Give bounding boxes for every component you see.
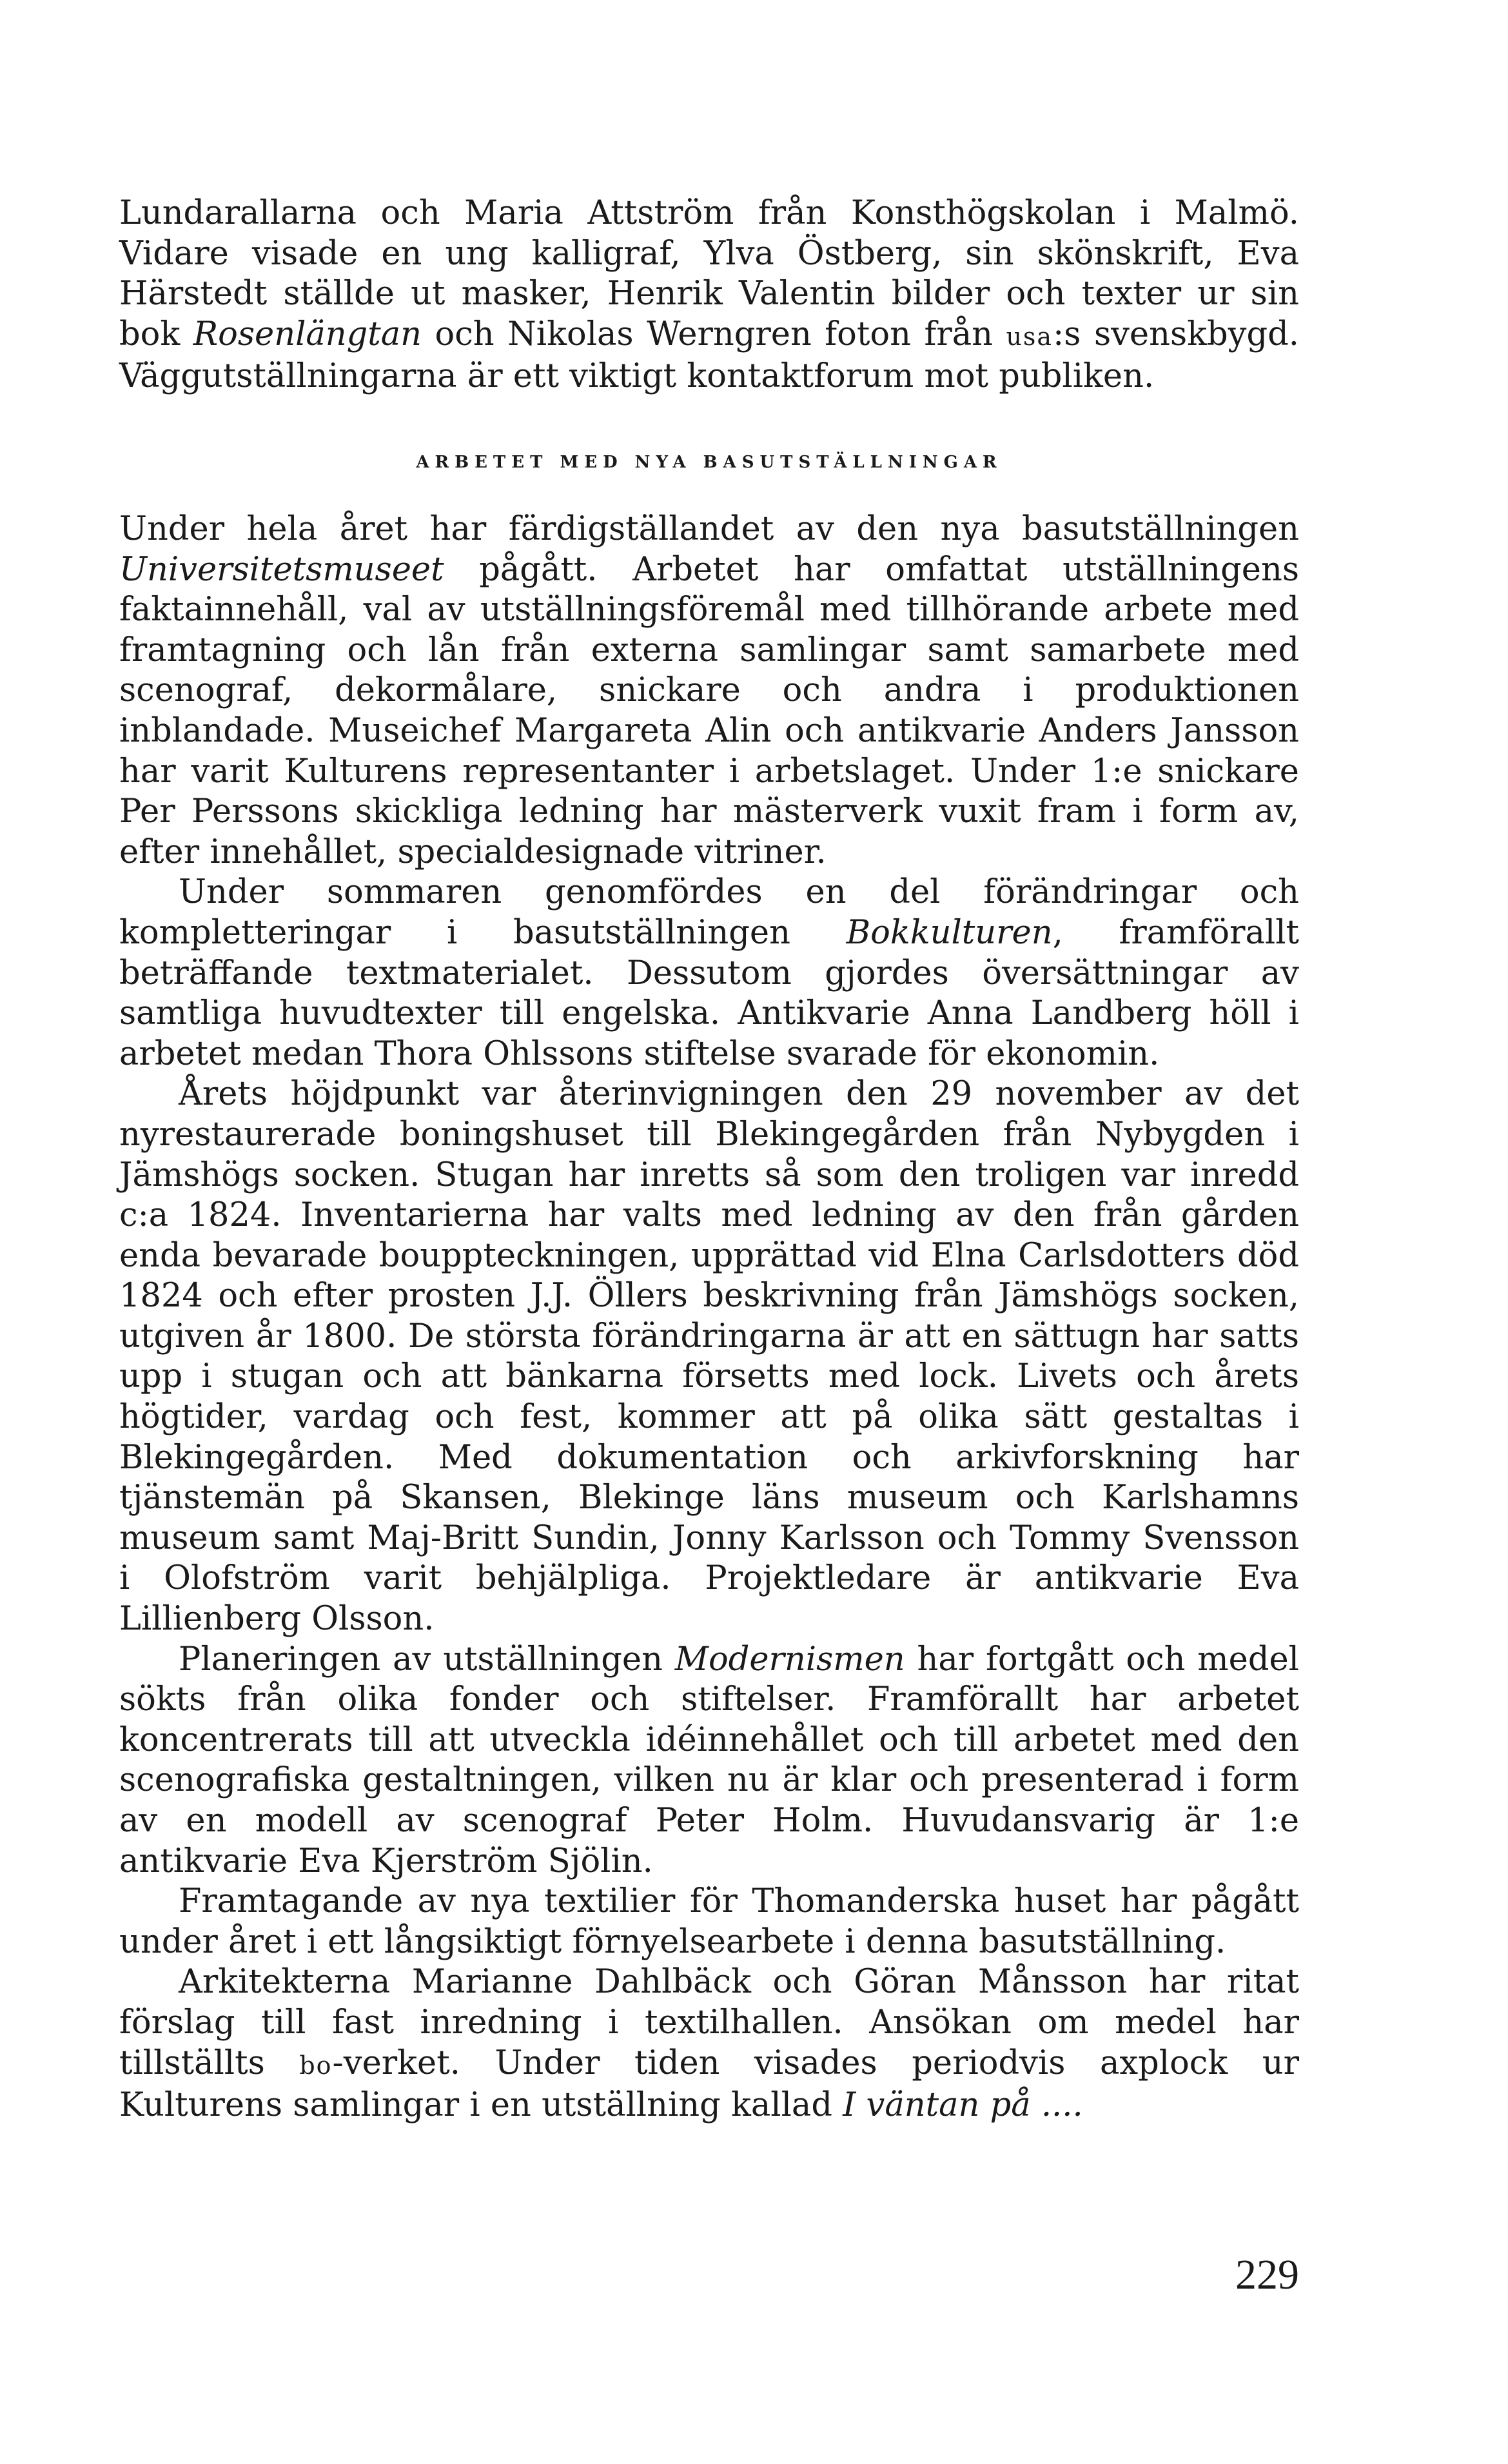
text-run: Planeringen av utställningen [179, 1640, 675, 1679]
text-run: Under hela året har färdigställandet av den nya basutställningen [119, 510, 1299, 548]
text-run: Arkitekterna Marianne Dahlbäck och Göran Månsson har ritat förslag till fast inredning i textilhallen. Ansökan om medel har tillställts [119, 1963, 1299, 2082]
abbreviation: bo [299, 2051, 333, 2080]
paragraph-bokkulturen [119, 872, 1299, 1074]
text-run: :s svenskbygd. Väggutställningarna är ett viktigt kontaktforum mot publiken. [119, 315, 1300, 396]
text-run: , framförallt beträffande textmaterialet. Dessutom gjordes översättningar av samtliga huvudtexter till engelska. Antikvarie Anna Landberg höll i arbetet medan Thora Ohlssons stiftelse svarade för ekonomin. [119, 913, 1299, 1073]
paragraph-modernismen [119, 1640, 1299, 1882]
exhibition-title: Bokkulturen [846, 913, 1053, 952]
document-page [119, 0, 1299, 2464]
paragraph-blekingegarden: Årets höjdpunkt var återinvigningen den 29 november av det nyrestaurerade boningshuset till Blekingegården från Nybygden i Jämshögs socken. Stugan har inretts så som den troligen var inredd c:a 1824. Inventarierna har valts med ledning av den från gården enda bevarade bouppteckningen, upprättad vid Elna Carlsdotters död 1824 och efter prosten J.J. Öllers beskrivning från Jämshögs socken, utgiven år 1800. De största förändringarna är att en sättugn har satts upp i stugan och att bänkarna försetts med lock. Livets och årets högtider, vardag och fest, kommer att på olika sätt gestaltas i Blekingegården. Med dokumentation och arkivforskning har tjänstemän på Skansen, Blekinge läns museum och Karlshamns museum samt Maj-Britt Sundin, Jonny Karlsson och Tommy Svensson i Olofström varit behjälpliga. Projektledare är antikvarie Eva Lillienberg Olsson. [119, 1075, 1299, 1639]
exhibition-title: Universitetsmuseet [119, 550, 444, 589]
book-title: Rosenlängtan [193, 315, 422, 353]
page-number: 229 [1235, 2251, 1299, 2298]
paragraph-thomanderska: Framtagande av nya textilier för Thomanderska huset har pågått under året i ett långsiktigt förnyelsearbete i denna basutställning. [119, 1882, 1299, 1961]
text-run: -verket. Under tiden visades periodvis axplock ur Kulturens samlingar i en utställning kallad [119, 2044, 1299, 2125]
text-run: Under sommaren genomfördes en del förändringar och kompletteringar i basutställningen [119, 873, 1299, 952]
intro-text [119, 193, 1299, 397]
paragraph-universitetsmuseet [119, 509, 1299, 872]
intro-paragraph [119, 193, 1299, 397]
exhibition-title: I väntan på .... [843, 2086, 1083, 2125]
section-heading: ARBETET MED NYA BASUTSTÄLLNINGAR [416, 453, 1003, 472]
exhibition-title: Modernismen [674, 1640, 905, 1679]
text-run: pågått. Arbetet har omfattat utställningens faktainnehåll, val av utställningsföremål med tillhörande arbete med framtagning och lån från externa samlingar samt samarbete med scenograf, dekormålare, snickare och andra i produktionen inblandade. Museichef Margareta Alin och antikvarie Anders Jansson har varit Kulturens representanter i arbetslaget. Under 1:e snickare Per Perssons skickliga ledning har mästerverk vuxit fram i form av, efter innehållet, specialdesignade vitriner. [119, 550, 1299, 871]
abbreviation: usa [1006, 322, 1053, 351]
paragraph-textilhallen [119, 1962, 1299, 2125]
text-run: har fortgått och medel sökts från olika fonder och stiftelser. Framförallt har arbetet koncentrerats till att utveckla idéinnehållet och till arbetet med den scenografiska gestaltningen, vilken nu är klar och presenterad i form av en modell av scenograf Peter Holm. Huvudansvarig är 1:e antikvarie Eva Kjerström Sjölin. [119, 1640, 1299, 1880]
section-body [119, 509, 1299, 2126]
text-run: och Nikolas Werngren foton från [422, 315, 1006, 353]
text-run: Lundarallarna och Maria Attström från Konsthögskolan i Malmö. Vidare visade en ung kalligraf, Ylva Östberg, sin skönskrift, Eva Härstedt ställde ut masker, Henrik Valentin bilder och texter ur sin bok [119, 194, 1299, 353]
